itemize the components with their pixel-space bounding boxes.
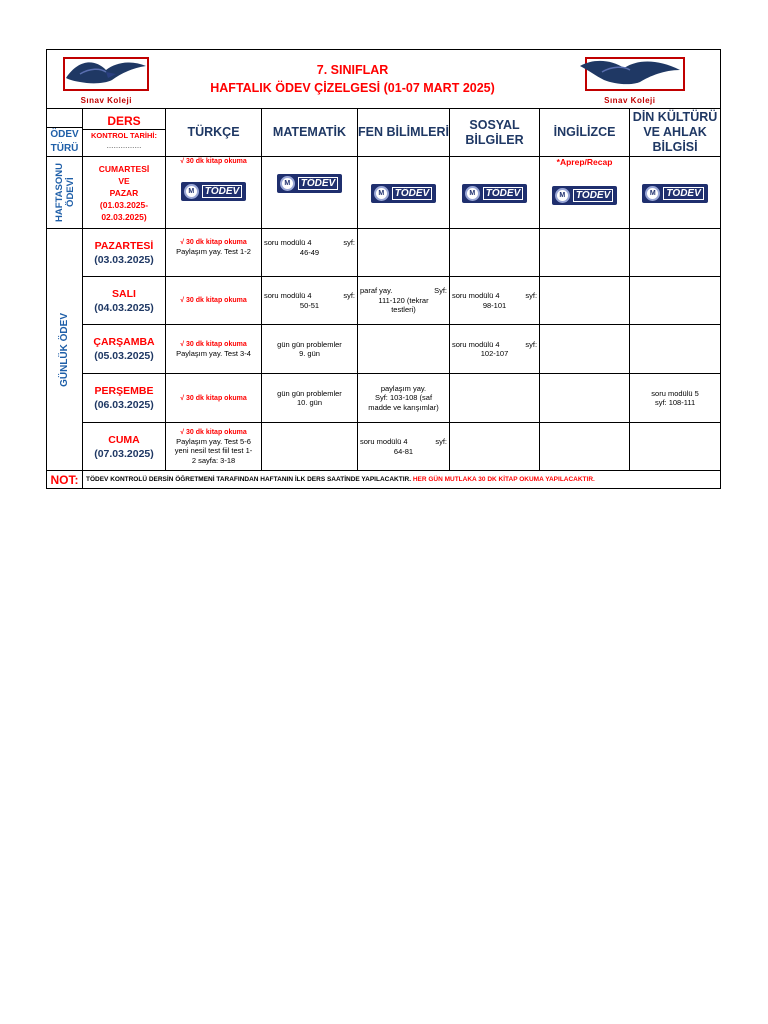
reading-note: √ 30 dk kitap okuma — [180, 428, 247, 436]
turkce-task-3: 2 sayfa: 3-18 — [191, 455, 236, 465]
sosyal-pages: 102-107 — [480, 349, 509, 358]
weekend-group-cell — [47, 157, 83, 229]
sosyal-syf: syf: — [525, 339, 538, 349]
turkce-task-2: yeni nesil test fiil test 1- — [174, 446, 253, 456]
fen-pages: 64-81 — [393, 446, 414, 456]
turkce-header: TÜRKÇE — [166, 109, 262, 157]
todev-circle-icon: M — [645, 186, 660, 201]
mat-pages: 50-51 — [299, 300, 320, 310]
weekend-ingilizce-note: *Aprep/Recap — [556, 157, 613, 167]
weekend-ingilizce-cell — [540, 157, 630, 229]
right-logo-cell — [540, 50, 721, 109]
weekend-turkce-note: √ 30 dk kitap okuma — [180, 158, 247, 165]
note-text-red: HER GÜN MUTLAKA 30 DK KİTAP OKUMA YAPILACAKTIR. — [412, 476, 595, 483]
din-header — [630, 109, 721, 157]
fen-detail: madde ve karışımlar) — [368, 402, 439, 412]
pazartesi-ingilizce — [540, 229, 630, 277]
day-cell-persembe — [83, 374, 166, 423]
mat-source: gün gün problemler — [277, 388, 342, 398]
weekend-date-1: (01.03.2025- — [99, 199, 149, 210]
sosyal-source: soru modülü 4 — [452, 291, 500, 300]
day-cell-sali — [83, 277, 166, 325]
column-header-row — [47, 109, 721, 157]
todev-circle-icon: M — [465, 186, 480, 201]
pazartesi-matematik — [262, 229, 358, 277]
weekend-day-1: CUMARTESİ — [98, 163, 150, 174]
day-name: ÇARŞAMBA — [93, 336, 155, 348]
cuma-ingilizce — [540, 423, 630, 471]
page-title-line2: HAFTALIK ÖDEV ÇİZELGESİ (01-07 MART 2025) — [210, 81, 495, 95]
cuma-turkce — [166, 423, 262, 471]
persembe-sosyal — [450, 374, 540, 423]
day-cell-carsamba — [83, 325, 166, 374]
cuma-matematik — [262, 423, 358, 471]
pazartesi-fen — [358, 229, 450, 277]
reading-note: √ 30 dk kitap okuma — [180, 239, 247, 246]
odev-turu-header — [47, 109, 83, 157]
weekend-matematik-cell — [262, 157, 358, 229]
weekend-row — [47, 157, 721, 229]
weekend-din-cell — [630, 157, 721, 229]
mat-source: soru modülü 4 — [264, 291, 312, 300]
cuma-sosyal — [450, 423, 540, 471]
persembe-fen — [358, 374, 450, 423]
sali-fen — [358, 277, 450, 325]
day-row-cuma — [47, 423, 721, 471]
day-cell-cuma — [83, 423, 166, 471]
note-label: NOT: — [47, 471, 83, 489]
title-cell — [166, 50, 540, 109]
todev-badge: M TÖDEV — [642, 184, 707, 203]
todev-badge: M TÖDEV — [552, 186, 617, 205]
weekend-day-3: PAZAR — [109, 187, 139, 198]
day-name: PERŞEMBE — [94, 385, 154, 397]
carsamba-sosyal — [450, 325, 540, 374]
school-logo-text-left: Sınav Koleji — [80, 95, 132, 105]
persembe-din — [630, 374, 721, 423]
fen-syf: syf: — [435, 437, 447, 446]
weekend-sosyal-cell — [450, 157, 540, 229]
cuma-fen — [358, 423, 450, 471]
todev-badge: M TÖDEV — [371, 184, 436, 203]
pazartesi-turkce — [166, 229, 262, 277]
kontrol-tarihi-dots: …………… — [106, 143, 142, 150]
sali-ingilizce — [540, 277, 630, 325]
pazartesi-din — [630, 229, 721, 277]
fen-source: paraf yay. — [360, 286, 393, 296]
todev-badge: M TÖDEV — [277, 174, 342, 193]
fen-detail: testleri) — [391, 305, 416, 315]
carsamba-fen — [358, 325, 450, 374]
reading-note: √ 30 dk kitap okuma — [180, 394, 247, 402]
school-logo-left — [47, 54, 166, 105]
school-logo-text-right: Sınav Koleji — [604, 95, 656, 105]
note-text-cell — [83, 471, 721, 489]
todev-badge: M TÖDEV — [462, 184, 527, 203]
day-date: (05.03.2025) — [94, 350, 154, 362]
todev-circle-icon: M — [280, 176, 295, 191]
sosyal-header — [450, 109, 540, 157]
day-name: SALI — [112, 287, 136, 300]
note-text: TÖDEV KONTROLÜ DERSİN ÖĞRETMENİ TARAFINDAN HAFTANIN İLK DERS SAATİNDE YAPILACAKTIR. — [86, 476, 412, 483]
din-line2: VE AHLAK — [643, 125, 707, 139]
mat-pages: 46-49 — [299, 247, 320, 257]
mat-source: gün gün problemler — [277, 339, 342, 349]
day-row-sali — [47, 277, 721, 325]
day-cell-pazartesi — [83, 229, 166, 277]
turkce-task: Paylaşım yay. Test 5-6 — [176, 436, 251, 446]
mat-syf: syf: — [343, 238, 355, 247]
todev-badge: M TÖDEV — [181, 182, 246, 201]
din-line3: BİLGİSİ — [652, 140, 698, 154]
weekend-date-2: 02.03.2025) — [101, 211, 147, 222]
turkce-task: Paylaşım yay. Test 3-4 — [176, 348, 251, 358]
fen-source: soru modülü 4 — [360, 437, 408, 446]
persembe-matematik — [262, 374, 358, 423]
daily-group-cell — [47, 229, 83, 471]
persembe-ingilizce — [540, 374, 630, 423]
carsamba-ingilizce — [540, 325, 630, 374]
din-pages: syf: 108-111 — [654, 398, 696, 407]
carsamba-matematik — [262, 325, 358, 374]
sosyal-syf: syf: — [525, 291, 538, 300]
din-line1: DİN KÜLTÜRÜ — [632, 110, 718, 124]
weekly-homework-sheet — [46, 49, 720, 489]
sosyal-source: soru modülü 4 — [452, 339, 500, 349]
weekend-turkce-cell — [166, 157, 262, 229]
fen-pages: Syf: 103-108 (saf — [374, 393, 433, 403]
mat-source: soru modülü 4 — [264, 238, 312, 247]
ingilizce-header: İNGİLİZCE — [540, 109, 630, 157]
cuma-din — [630, 423, 721, 471]
matematik-header: MATEMATİK — [262, 109, 358, 157]
carsamba-turkce — [166, 325, 262, 374]
sali-turkce — [166, 277, 262, 325]
sali-din — [630, 277, 721, 325]
mat-day: 9. gün — [299, 349, 320, 358]
ders-header — [83, 109, 166, 157]
weekend-group-label: HAFTASONU ÖDEVİ — [53, 163, 76, 222]
weekend-day-cell — [83, 157, 166, 229]
reading-note: √ 30 dk kitap okuma — [180, 340, 247, 348]
todev-circle-icon: M — [184, 184, 199, 199]
kontrol-tarihi-label: KONTROL TARİHİ: — [91, 131, 157, 140]
day-date: (03.03.2025) — [94, 253, 154, 266]
odev-label: ÖDEV — [50, 129, 79, 140]
sosyal-line1: SOSYAL — [469, 117, 520, 132]
fen-header: FEN BİLİMLERİ — [358, 109, 450, 157]
sosyal-pages: 98-101 — [482, 300, 507, 310]
sali-matematik — [262, 277, 358, 325]
school-logo-right — [540, 54, 721, 105]
carsamba-din — [630, 325, 721, 374]
weekend-day-2: VE — [118, 175, 130, 186]
title-row — [47, 50, 721, 109]
page-title-line1: 7. SINIFLAR — [316, 63, 389, 77]
turkce-task: Paylaşım yay. Test 1-2 — [176, 247, 251, 256]
homework-table — [46, 49, 721, 489]
daily-group-label: GÜNLÜK ÖDEV — [59, 312, 70, 387]
eagle-logo-icon — [572, 54, 688, 98]
weekend-fen-cell — [358, 157, 450, 229]
note-row — [47, 471, 721, 489]
sali-sosyal — [450, 277, 540, 325]
fen-syf: Syf: — [434, 286, 447, 296]
todev-circle-icon: M — [374, 186, 389, 201]
pazartesi-sosyal — [450, 229, 540, 277]
day-row-carsamba — [47, 325, 721, 374]
ders-label: DERS — [83, 113, 165, 130]
persembe-turkce — [166, 374, 262, 423]
day-name: PAZARTESİ — [94, 239, 154, 252]
left-logo-cell — [47, 50, 166, 109]
day-date: (07.03.2025) — [94, 447, 154, 460]
reading-note: √ 30 dk kitap okuma — [180, 297, 247, 304]
day-date: (06.03.2025) — [94, 399, 154, 411]
fen-pages: 111-120 (tekrar — [378, 295, 429, 305]
todev-circle-icon: M — [555, 188, 570, 203]
day-date: (04.03.2025) — [94, 301, 154, 314]
din-source: soru modülü 5 — [651, 388, 699, 398]
day-row-pazartesi — [47, 229, 721, 277]
fen-source: paylaşım yay. — [380, 383, 427, 393]
eagle-logo-icon — [60, 54, 152, 98]
turu-label: TÜRÜ — [50, 143, 79, 154]
day-row-persembe — [47, 374, 721, 423]
day-name: CUMA — [108, 433, 140, 446]
sosyal-line2: BİLGİLER — [465, 132, 524, 147]
mat-day: 10. gün — [296, 398, 323, 407]
mat-syf: syf: — [343, 291, 355, 300]
